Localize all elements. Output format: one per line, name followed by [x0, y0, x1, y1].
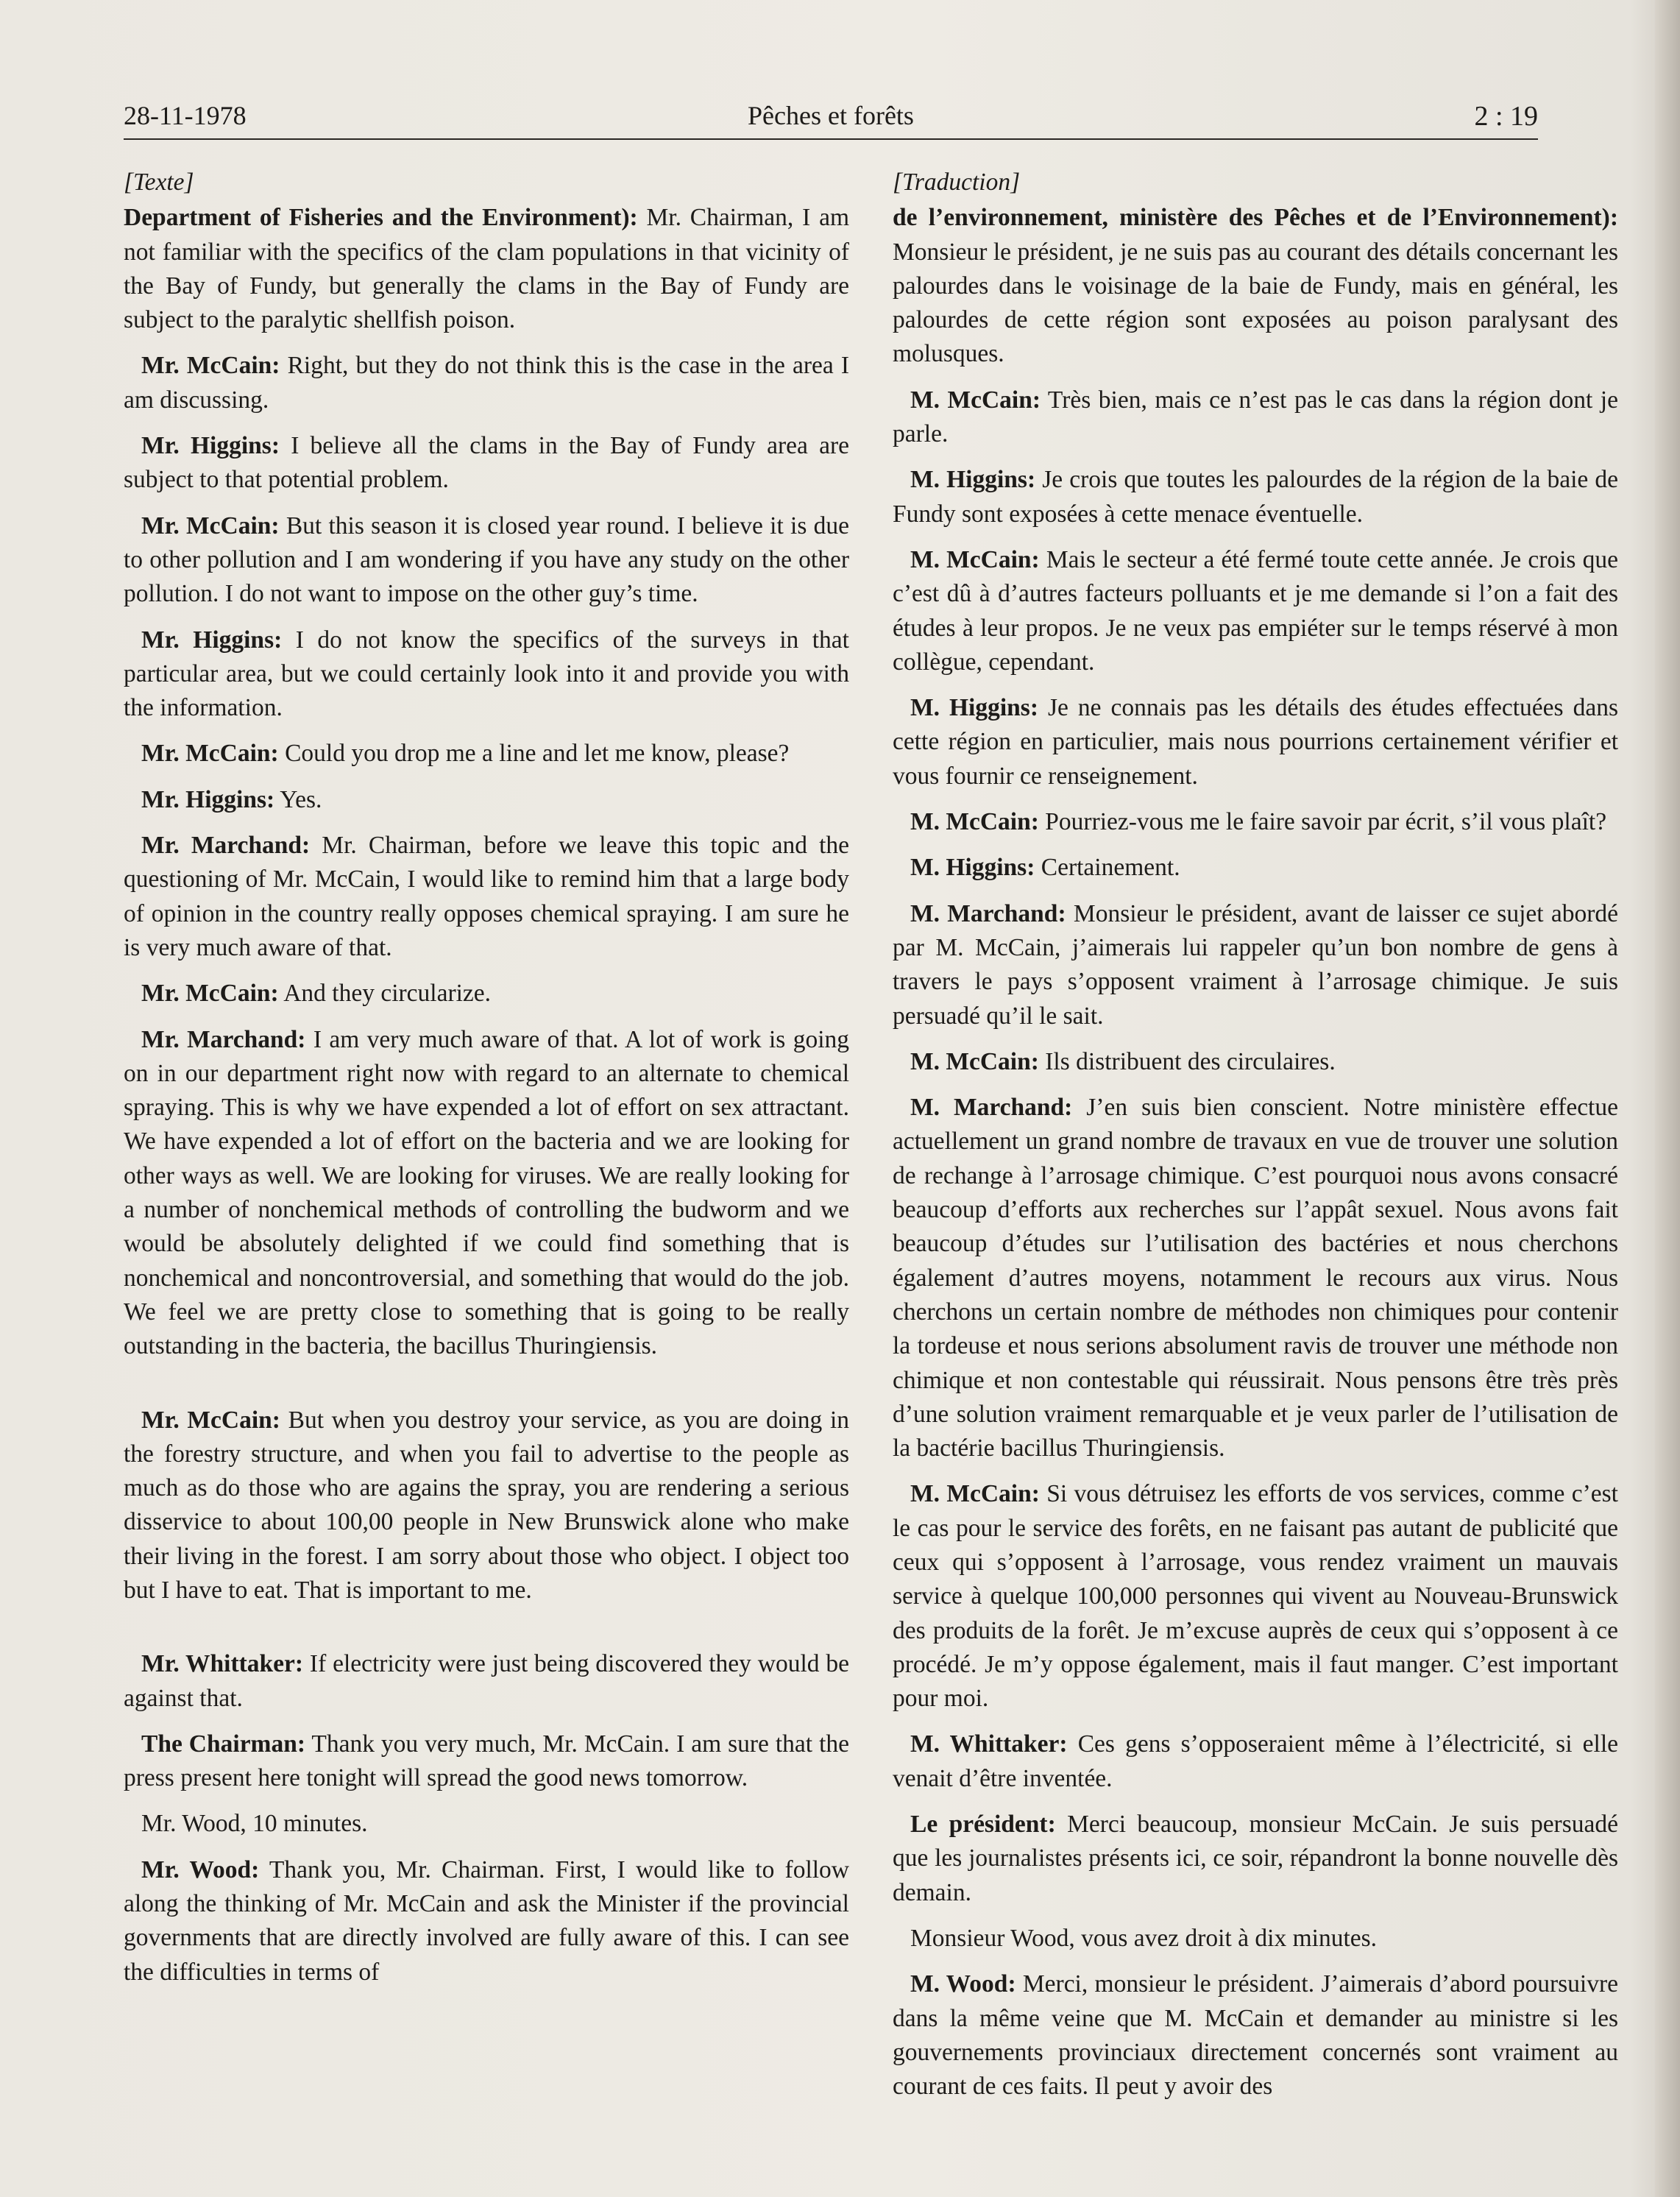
paragraph-text: Pourriez-vous me le faire savoir par écrit, s’il vous plaît? [1038, 808, 1607, 836]
speaker-name: Mr. McCain: [141, 980, 279, 1008]
speaker-name: M. McCain: [910, 386, 1041, 414]
english-column [124, 166, 849, 2001]
column-tag-traduction: [Traduction] [893, 169, 1021, 196]
paragraph-text: Thank you, Mr. Chairman. First, I would like to follow along the thinking of Mr. McCain and ask the Minister if the provincial governments that are directly involved are fully aware of this. I can see the difficulties in terms of [124, 1855, 849, 1986]
paragraph-text: Could you drop me a line and let me know, please? [278, 740, 790, 768]
paragraph-text: But this season it is closed year round. I believe it is due to other pollution and I am wondering if you have any study on the other pollution. I do not want to impose on the other guy’s time. [124, 512, 849, 608]
page-number: 2 : 19 [1474, 101, 1538, 132]
speaker-name: M. Higgins: [910, 854, 1035, 882]
paragraph [124, 829, 849, 965]
paragraph-text: Très bien, mais ce n’est pas le cas dans la région dont je parle. [893, 386, 1618, 448]
paragraph-text: Je ne connais pas les détails des études effectuées dans cette région en particulier, mais nous pourrions certainement vérifier et vous fournir ce renseignement. [893, 694, 1618, 790]
paragraph [124, 1404, 849, 1608]
french-column [893, 166, 1618, 2115]
speaker-name: M. McCain: [910, 808, 1039, 836]
paragraph [124, 509, 849, 612]
paragraph-text: And they circularize. [278, 980, 492, 1008]
speaker-name: Mr. Higgins: [141, 785, 275, 813]
page-edge [1655, 0, 1680, 2197]
paragraph-text: Ces gens s’opposeraient même à l’électricité, si elle venait d’être inventée. [893, 1730, 1618, 1792]
paragraph-text: Merci, monsieur le président. J’aimerais d’abord poursuivre dans la même veine que M. McCain et demander au ministre si les gouvernements provinciaux directement concernés sont vraiment au courant de ces faits. Il peut y avoir des [893, 1970, 1619, 2101]
column-tag-texte: [Texte] [124, 169, 194, 196]
speaker-name: M. Higgins: [910, 694, 1038, 722]
paragraph [124, 201, 849, 337]
speaker-name: M. Marchand: [910, 899, 1066, 927]
speaker-name: Mr. Wood: [141, 1855, 260, 1883]
running-header [124, 94, 1538, 138]
speaker-name: Mr. McCain: [141, 740, 279, 768]
paragraph [893, 851, 1618, 885]
paragraph-text: Monsieur le président, avant de laisser ce sujet abordé par M. McCain, j’aimerais lui rappeler qu’un bon nombre de gens à travers le pays s’opposent vraiment à l’arrosage chimique. Je suis persuadé qu’il le sait. [893, 899, 1619, 1030]
header-rule [124, 138, 1538, 140]
paragraph [893, 1727, 1618, 1796]
paragraph [893, 1922, 1618, 1956]
paragraph-text: Mais le secteur a été fermé toute cette année. Je crois que c’est dû à d’autres facteurs polluants et je me demande si l’on a fait des études à leur propos. Je ne veux pas empiéter sur le temps réservé à mon collègue, cependant. [893, 545, 1618, 676]
speaker-name: M. McCain: [910, 1480, 1040, 1508]
paragraph-text: J’en suis bien conscient. Notre ministère effectue actuellement un grand nombre de travaux en vue de trouver une solution de rechange à l’arrosage chimique. C’est pourquoi nous avons consacré beaucoup d’efforts aux recherches sur l’appât sexuel. Nous avons fait beaucoup d’études sur l’utilisation des bactéries et nous cherchons également d’autres moyens, notamment le recours aux virus. Nous cherchons un certain nombre de méthodes non chimiques pour contenir la tordeuse et nous serions absolument ravis de trouver une méthode non chimique et non contestable qui réussirait. Nous pensons être très près d’une solution vraiment remarquable et je veux parler de l’utilisation de la bactérie bacillus Thuringiensis. [893, 1094, 1618, 1462]
paragraph [124, 977, 849, 1011]
paragraph [124, 783, 849, 817]
paragraph [124, 1647, 849, 1716]
paragraph-text: Je crois que toutes les palourdes de la région de la baie de Fundy sont exposées à cette menace éventuelle. [893, 466, 1618, 528]
paragraph-text: Ils distribuent des circulaires. [1038, 1047, 1336, 1075]
speaker-name: Le président: [910, 1811, 1056, 1839]
paragraph-text: Mr. Chairman, before we leave this topic and the questioning of Mr. McCain, I would like to remind him that a large body of opinion in the country really opposes chemical spraying. I am sure he is very much aware of that. [124, 832, 850, 961]
speaker-name: M. Wood: [910, 1970, 1016, 1998]
paragraph-text: Thank you very much, Mr. McCain. I am sure that the press present here tonight will spread the good news tomorrow. [124, 1730, 849, 1792]
speaker-name: Mr. Higgins: [141, 432, 280, 460]
paragraph [124, 429, 849, 498]
speaker-name: Mr. Marchand: [141, 1025, 306, 1053]
paragraph-text: Certainement. [1035, 854, 1180, 882]
paragraph [124, 349, 849, 417]
paragraph [124, 1023, 849, 1364]
paragraph [893, 201, 1618, 371]
speaker-name: M. Marchand: [910, 1094, 1073, 1122]
speaker-name: M. McCain: [910, 1047, 1039, 1075]
paragraph [893, 1045, 1618, 1079]
header-title: Pêches et forêts [748, 101, 914, 130]
paragraph [893, 383, 1618, 452]
header-date: 28-11-1978 [124, 101, 247, 130]
paragraph [893, 1091, 1618, 1465]
paragraph [893, 1477, 1618, 1716]
paragraph [893, 463, 1618, 531]
paragraph [893, 691, 1618, 793]
paragraph [124, 1853, 849, 1989]
speaker-name: Mr. Higgins: [141, 626, 283, 654]
speaker-name: Department of Fisheries and the Environment): [124, 204, 638, 232]
paragraph [124, 623, 849, 726]
paragraph-text: Right, but they do not think this is the case in the area I am discussing. [124, 352, 849, 414]
paragraph [124, 1727, 849, 1796]
paragraph-text: But when you destroy your service, as you are doing in the forestry structure, and when you fail to advertise to the people as much as do those who are agains the spray, you are rendering a serious disservice to about 100,00 people in New Brunswick alone who make their living in the forest. I am sorry about those who object. I object too but I have to eat. That is important to me. [124, 1406, 849, 1604]
paragraph [124, 1807, 849, 1841]
paragraph-text: Monsieur Wood, vous avez droit à dix minutes. [910, 1924, 1378, 1952]
paragraph-text: Si vous détruisez les efforts de vos services, comme c’est le cas pour le service des forêts, en ne faisant pas autant de publicité que ceux qui s’opposent à l’arrosage, vous rendez vraiment un mauvais service à quelque 100,000 personnes qui vivent au Nouveau-Brunswick des produits de la forêt. Je m’excuse auprès de ceux qui s’opposent à ce procédé. Je m’y oppose également, mais il faut manger. C’est important pour moi. [893, 1480, 1618, 1713]
speaker-name: M. Higgins: [910, 466, 1036, 494]
paragraph-text: Mr. Wood, 10 minutes. [141, 1810, 368, 1838]
paragraph [893, 1967, 1618, 2104]
paragraph-text: Yes. [274, 785, 322, 813]
paragraph [893, 1808, 1618, 1910]
paragraph-text: If electricity were just being discovered they would be against that. [124, 1650, 849, 1712]
speaker-name: Mr. McCain: [141, 1406, 280, 1434]
speaker-name: Mr. McCain: [141, 352, 280, 380]
paragraph-text: Mr. Chairman, I am not familiar with the specifics of the clam populations in that vicinity of the Bay of Fundy, but generally the clams in the Bay of Fundy are subject to the paralytic shellfish poison. [124, 204, 849, 334]
speaker-name: M. McCain: [910, 545, 1040, 573]
speaker-name: Mr. Marchand: [141, 832, 311, 860]
paragraph-text: Monsieur le président, je ne suis pas au courant des détails concernant les palourdes dans le voisinage de la baie de Fundy, mais en général, les palourdes de cette région sont exposées au poison paralysant des molusques. [893, 238, 1618, 368]
paragraph [893, 805, 1618, 839]
paragraph-text: I am very much aware of that. A lot of work is going on in our department right now with regard to an alternate to chemical spraying. This is why we have expended a lot of effort on sex attractant. We have expended a lot of effort on the bacteria and we are looking for other ways as well. We are looking for viruses. We are really looking for a number of nonchemical methods of controlling the budworm and we would be absolutely delighted if we could find something that is nonchemical and noncontroversial, and something that would do the job. We feel we are pretty close to something that is going to be really outstanding in the bacteria, the bacillus Thuringiensis. [124, 1025, 849, 1360]
speaker-name: The Chairman: [141, 1730, 306, 1758]
speaker-name: de l’environnement, ministère des Pêches et de l’Environnement): [893, 204, 1618, 232]
speaker-name: Mr. Whittaker: [141, 1650, 304, 1678]
speaker-name: M. Whittaker: [910, 1730, 1068, 1758]
paragraph [124, 737, 849, 771]
paragraph-text: I believe all the clams in the Bay of Fundy area are subject to that potential problem. [124, 432, 849, 494]
speaker-name: Mr. McCain: [141, 512, 280, 539]
paragraph [893, 543, 1618, 679]
paragraph-text: I do not know the specifics of the surveys in that particular area, but we could certainly look into it and provide you with the information. [124, 626, 849, 722]
paragraph-text: Merci beaucoup, monsieur McCain. Je suis persuadé que les journalistes présents ici, ce soir, répandront la bonne nouvelle dès demain. [893, 1811, 1618, 1906]
paragraph [893, 897, 1618, 1033]
